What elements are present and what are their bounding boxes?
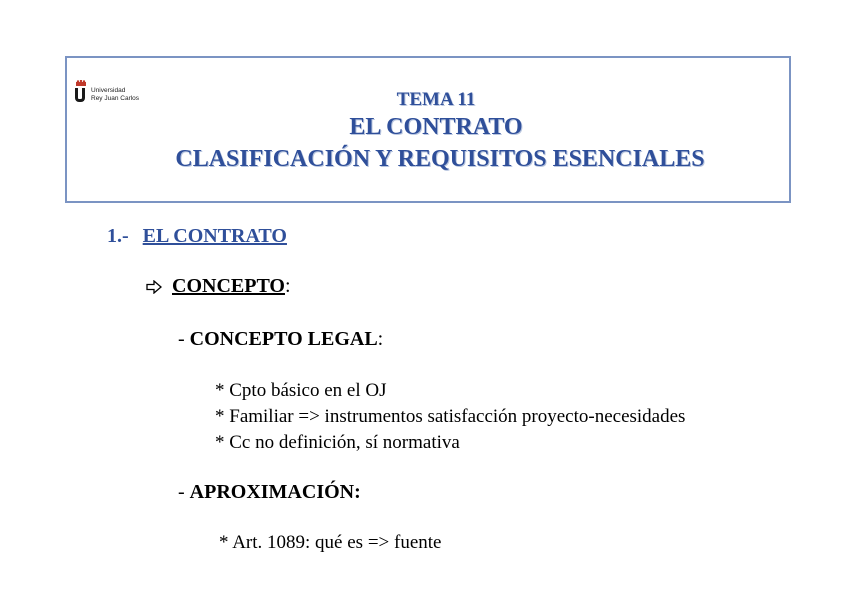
list-item: * Art. 1089: qué es => fuente bbox=[219, 532, 442, 553]
document-subtitle: CLASIFICACIÓN Y REQUISITOS ESENCIALES bbox=[175, 146, 705, 172]
concepto-suffix: : bbox=[284, 275, 291, 297]
section-number: 1.- bbox=[107, 225, 129, 247]
tema-label: TEMA 11 bbox=[396, 89, 476, 110]
concepto-legal-suffix: : bbox=[377, 328, 384, 350]
concepto-legal-list bbox=[215, 378, 685, 456]
arrow-right-icon bbox=[146, 280, 162, 294]
concepto-heading bbox=[146, 275, 291, 298]
aproximacion-label: APROXIMACIÓN: bbox=[189, 481, 361, 503]
concepto-label: CONCEPTO bbox=[172, 275, 285, 297]
list-item: * Cpto básico en el OJ bbox=[215, 380, 387, 401]
list-item: * Familiar => instrumentos satisfacción proyecto-necesidades bbox=[215, 406, 686, 427]
section-heading bbox=[107, 225, 287, 248]
aproximacion-prefix: - bbox=[178, 481, 190, 503]
concepto-legal-label: CONCEPTO LEGAL bbox=[189, 328, 378, 350]
logo-line-1: Universidad bbox=[91, 87, 126, 94]
list-item: * Cc no definición, sí normativa bbox=[215, 432, 460, 453]
aproximacion-heading bbox=[178, 481, 361, 504]
concepto-legal-prefix: - bbox=[178, 328, 190, 350]
header-box bbox=[65, 56, 791, 203]
concepto-legal-heading bbox=[178, 328, 383, 351]
section-title: EL CONTRATO bbox=[142, 225, 287, 247]
logo-line-2: Rey Juan Carlos bbox=[91, 95, 140, 102]
document-title: EL CONTRATO bbox=[349, 114, 523, 140]
crown-icon bbox=[76, 80, 86, 86]
